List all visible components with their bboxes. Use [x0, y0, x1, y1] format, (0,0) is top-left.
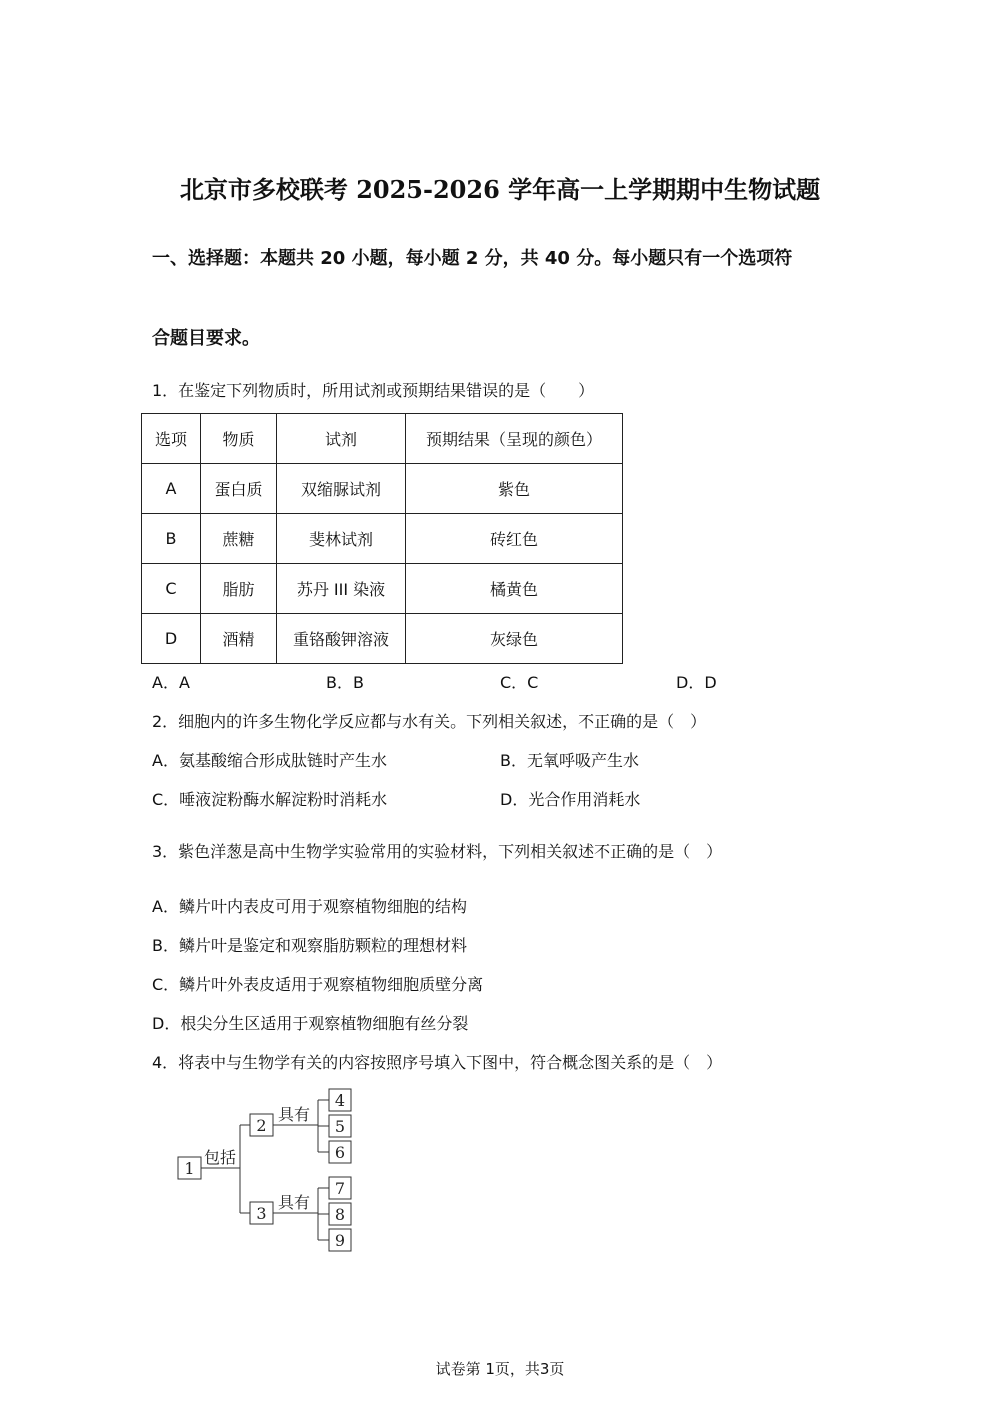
- table-cell: C: [142, 564, 201, 614]
- table-cell: 斐林试剂: [277, 514, 406, 564]
- q2-stem: 2．细胞内的许多生物化学反应都与水有关。下列相关叙述，不正确的是（ ）: [152, 712, 707, 731]
- q3-option-d: D．根尖分生区适用于观察植物细胞有丝分裂: [152, 1014, 469, 1033]
- concept-box-label: 6: [334, 1143, 346, 1162]
- q1-option-c: C．C: [500, 673, 539, 692]
- table-cell: 紫色: [406, 464, 623, 514]
- table-header: 选项: [142, 414, 201, 464]
- q1-option-b: B．B: [326, 673, 364, 692]
- q1-option-d: D．D: [676, 673, 717, 692]
- table-cell: 蔗糖: [201, 514, 277, 564]
- q1-option-a: A．A: [152, 673, 190, 692]
- q2-option-a: A．氨基酸缩合形成肽链时产生水: [152, 751, 387, 770]
- table-row: [142, 514, 623, 564]
- page-footer: 试卷第 1页，共3页: [435, 1360, 565, 1378]
- concept-box-label: 8: [334, 1205, 346, 1224]
- table-cell: 脂肪: [201, 564, 277, 614]
- concept-box-label: 7: [334, 1179, 346, 1198]
- section-heading-line1: 一、选择题：本题共 20 小题，每小题 2 分，共 40 分。每小题只有一个选项符: [152, 248, 793, 269]
- concept-box-label: 1: [184, 1159, 195, 1178]
- q2-option-c: C．唾液淀粉酶水解淀粉时消耗水: [152, 790, 388, 809]
- q2-option-b: B．无氧呼吸产生水: [500, 751, 639, 770]
- concept-box-label: 2: [256, 1116, 267, 1135]
- concept-map-diagram: [170, 1085, 370, 1260]
- q1-table: [141, 413, 623, 664]
- table-cell: 苏丹 III 染液: [277, 564, 406, 614]
- table-row: [142, 614, 623, 664]
- table-header: 物质: [201, 414, 277, 464]
- table-cell: 灰绿色: [406, 614, 623, 664]
- table-row: [142, 464, 623, 514]
- q4-stem: 4．将表中与生物学有关的内容按照序号填入下图中，符合概念图关系的是（ ）: [152, 1053, 723, 1072]
- table-cell: 重铬酸钾溶液: [277, 614, 406, 664]
- q3-option-a: A．鳞片叶内表皮可用于观察植物细胞的结构: [152, 897, 467, 916]
- table-cell: D: [142, 614, 201, 664]
- q3-option-c: C．鳞片叶外表皮适用于观察植物细胞质壁分离: [152, 975, 484, 994]
- q3-stem: 3．紫色洋葱是高中生物学实验常用的实验材料，下列相关叙述不正确的是（ ）: [152, 842, 723, 861]
- table-header-row: [142, 414, 623, 464]
- table-cell: 砖红色: [406, 514, 623, 564]
- q1-stem: 1．在鉴定下列物质时，所用试剂或预期结果错误的是（ ）: [152, 381, 595, 400]
- concept-box-label: 9: [334, 1231, 346, 1250]
- q2-option-d: D．光合作用消耗水: [500, 790, 641, 809]
- table-row: [142, 564, 623, 614]
- concept-box-label: 3: [256, 1204, 267, 1223]
- table-cell: A: [142, 464, 201, 514]
- table-header: 试剂: [277, 414, 406, 464]
- table-cell: 蛋白质: [201, 464, 277, 514]
- relation-label-have: 具有: [278, 1193, 311, 1212]
- relation-label-include: 包括: [204, 1148, 237, 1167]
- concept-box-label: 5: [334, 1117, 346, 1136]
- table-header: 预期结果（呈现的颜色）: [406, 414, 623, 464]
- page-title: 北京市多校联考 2025-2026 学年高一上学期期中生物试题: [179, 175, 821, 204]
- table-cell: 双缩脲试剂: [277, 464, 406, 514]
- q3-option-b: B．鳞片叶是鉴定和观察脂肪颗粒的理想材料: [152, 936, 467, 955]
- table-cell: B: [142, 514, 201, 564]
- table-cell: 橘黄色: [406, 564, 623, 614]
- table-cell: 酒精: [201, 614, 277, 664]
- concept-box-label: 4: [334, 1091, 346, 1110]
- relation-label-have: 具有: [278, 1105, 311, 1124]
- section-heading-line2: 合题目要求。: [152, 328, 260, 349]
